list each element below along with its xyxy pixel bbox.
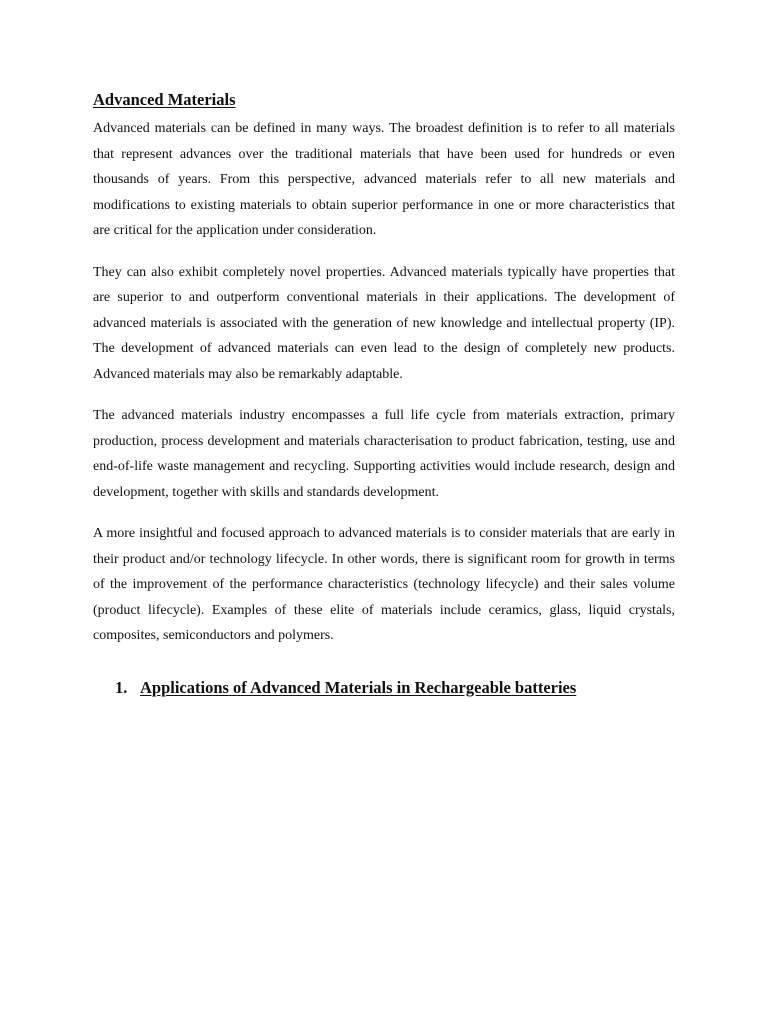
- paragraph-industry-lifecycle: The advanced materials industry encompasses a full life cycle from materials extraction, primary production, process development and materials characterisation to product fabrication, testing, use and end-of-life waste management and recycling. Supporting activities would include research, design and development, together with skills and standards development.: [93, 408, 675, 500]
- paragraph-novel-properties: They can also exhibit completely novel properties. Advanced materials typically have properties that are superior to and outperform conventional materials in their applications. The development of advanced materials is associated with the generation of new knowledge and intellectual property (IP). The development of advanced materials can even lead to the design of completely new products. Advanced materials may also be remarkably adaptable.: [93, 264, 675, 382]
- paragraph-definition: Advanced materials can be defined in many ways. The broadest definition is to refer to all materials that represent advances over the traditional materials that have been used for hundreds or even thousands of years. From this perspective, advanced materials refer to all new materials and modifications to existing materials to obtain superior performance in one or more characteristics that are critical for the application under consideration.: [93, 121, 675, 238]
- document-page: [93, 86, 675, 701]
- section-heading-text: Applications of Advanced Materials in Rechargeable batteries: [140, 677, 577, 697]
- paragraph-focused-approach: A more insightful and focused approach to advanced materials is to consider materials that are early in their product and/or technology lifecycle. In other words, there is significant room for growth in terms of the improvement of the performance characteristics (technology lifecycle) and their sales volume (product lifecycle). Examples of these elite of materials include ceramics, glass, liquid crystals, composites, semiconductors and polymers.: [93, 526, 675, 643]
- document-title: Advanced Materials: [93, 90, 236, 109]
- section-number: 1.: [115, 677, 128, 697]
- section-heading: [93, 675, 675, 701]
